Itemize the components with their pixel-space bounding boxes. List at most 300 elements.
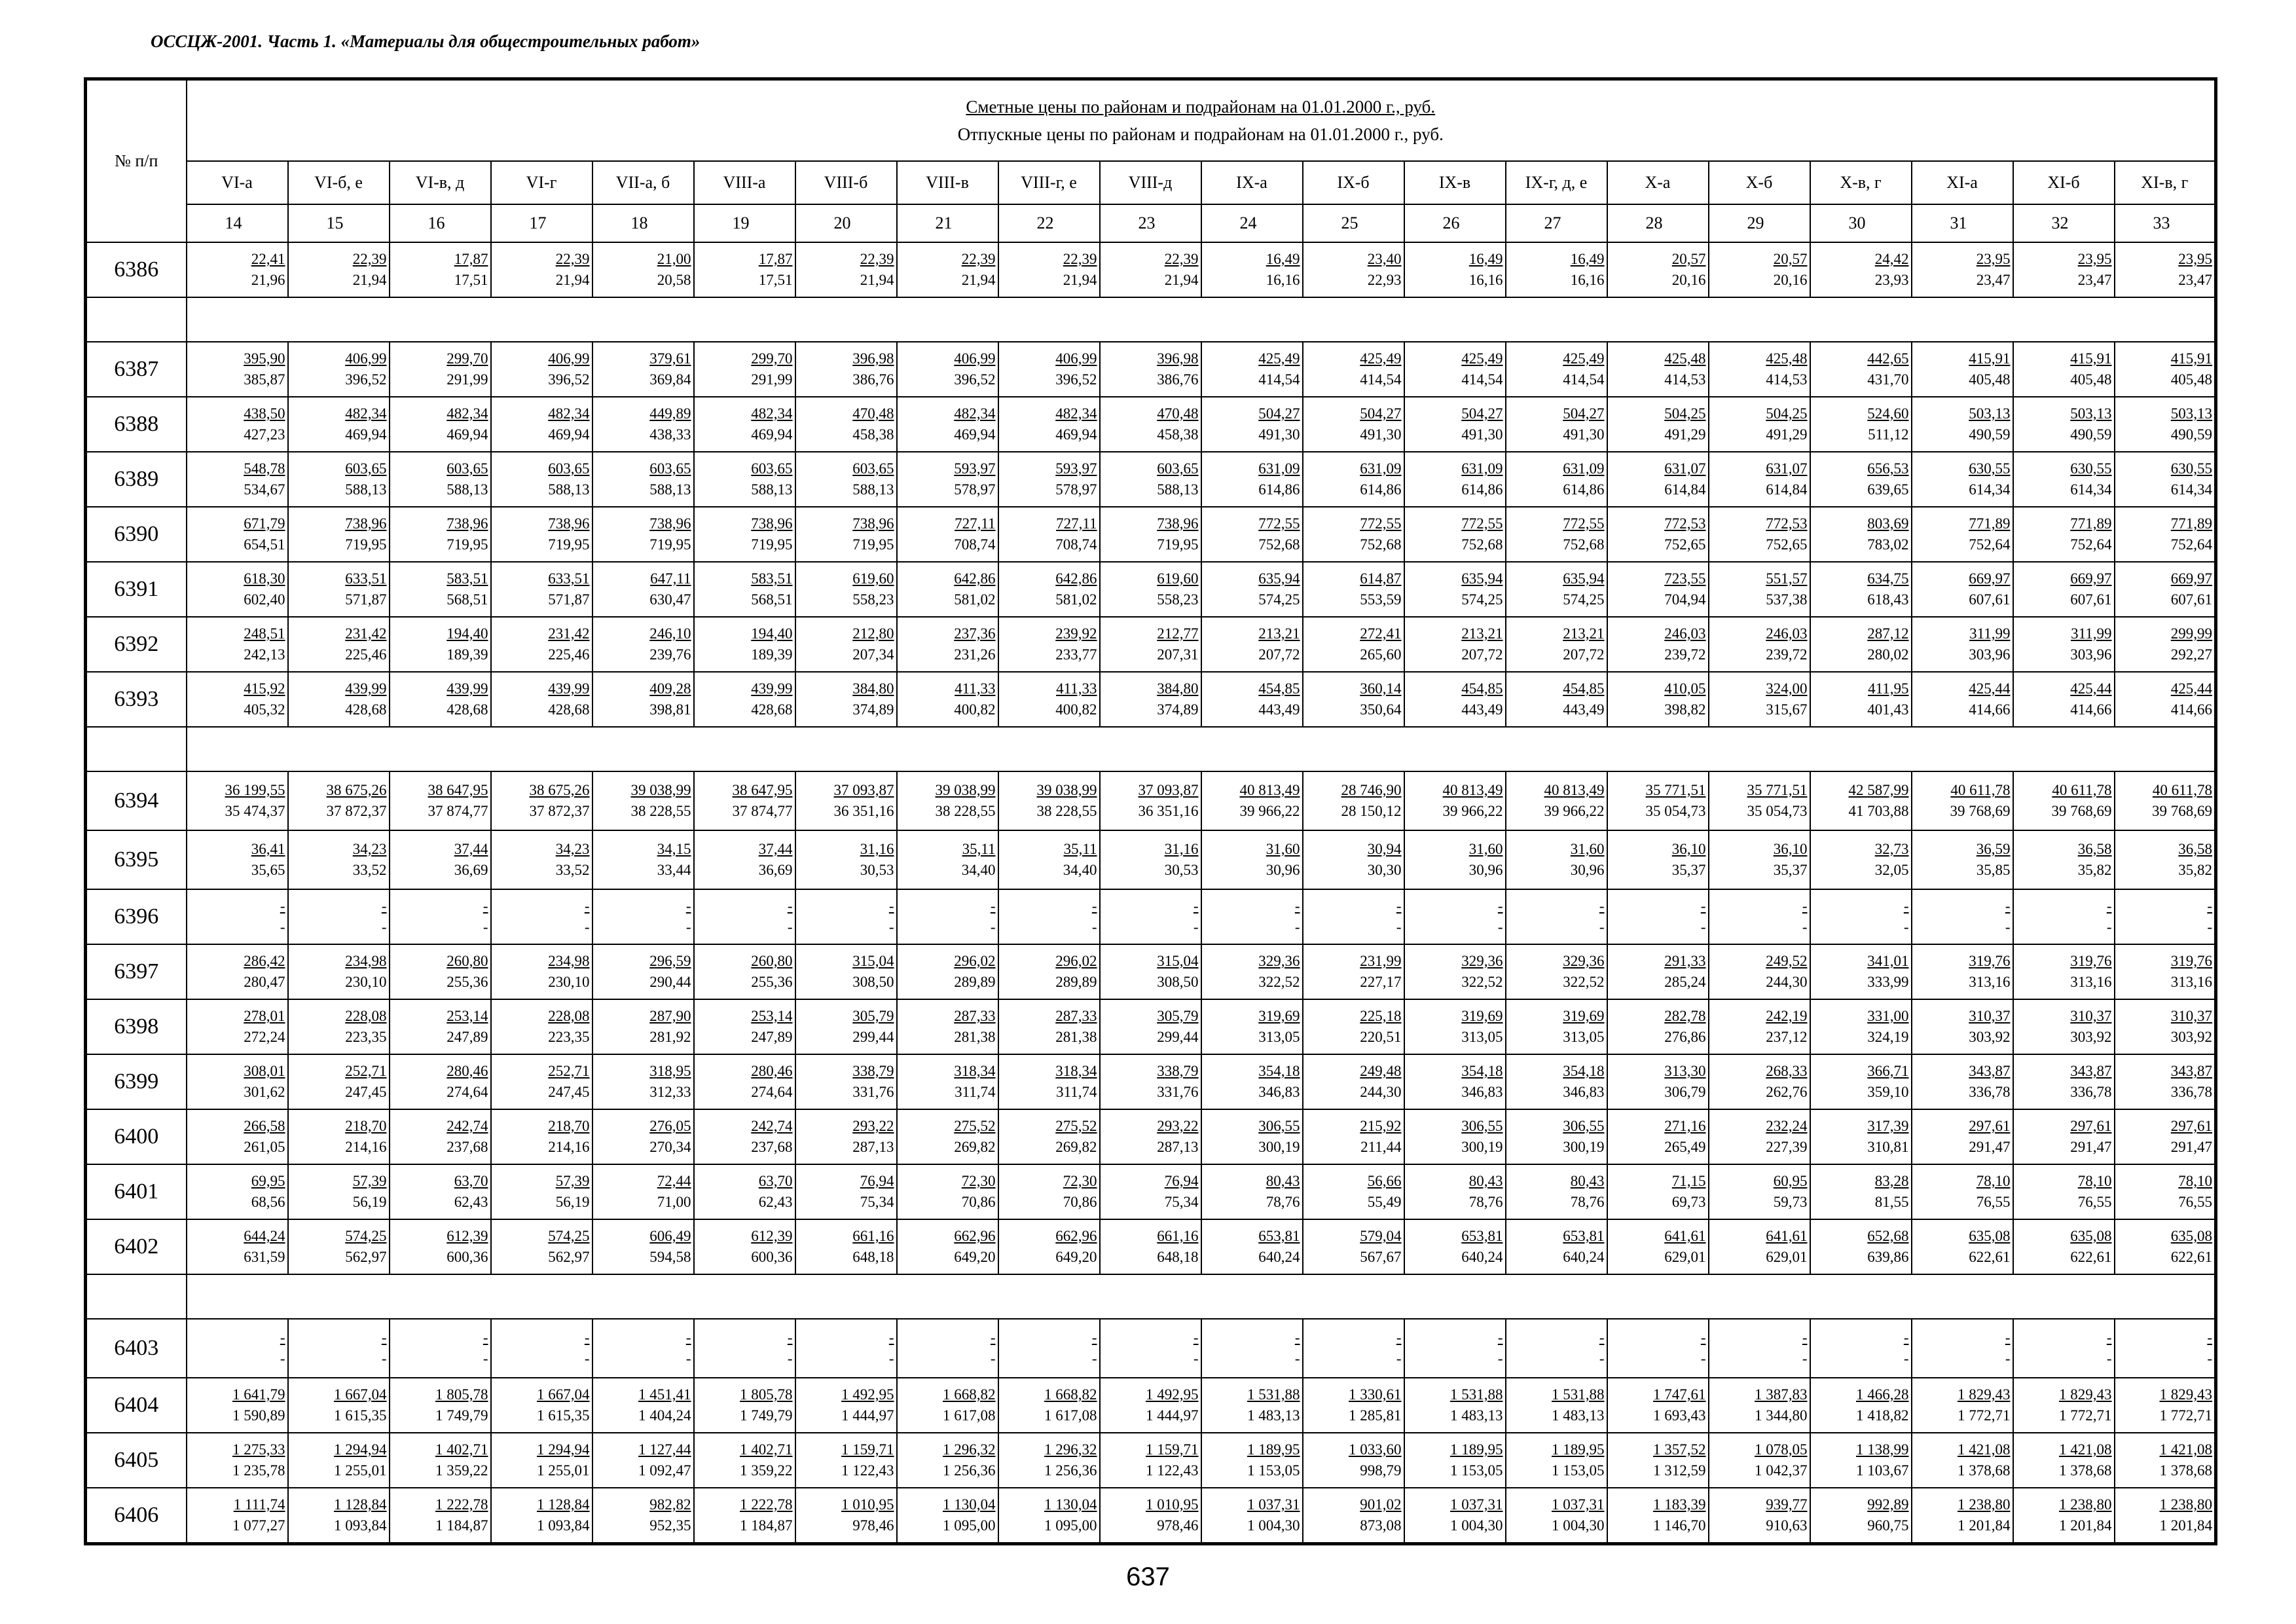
release-price: 313,16 bbox=[1969, 974, 2011, 990]
release-price: 35,82 bbox=[2178, 862, 2213, 878]
estimated-price: 384,80 bbox=[1157, 680, 1199, 697]
column-number: 19 bbox=[694, 204, 795, 242]
estimated-price: 579,04 bbox=[1360, 1228, 1402, 1244]
price-cell bbox=[288, 1378, 390, 1433]
release-price: - bbox=[990, 919, 996, 935]
release-price: 289,89 bbox=[954, 974, 996, 990]
price-cell bbox=[897, 1378, 998, 1433]
price-cell bbox=[694, 617, 795, 672]
price-cell bbox=[694, 342, 795, 397]
estimated-price: 612,39 bbox=[446, 1228, 488, 1244]
price-cell bbox=[897, 944, 998, 999]
estimated-price: 80,43 bbox=[1570, 1173, 1605, 1189]
estimated-price: 771,89 bbox=[1969, 515, 2011, 532]
row-number: 6390 bbox=[86, 507, 187, 562]
release-price: 752,68 bbox=[1563, 536, 1605, 553]
estimated-price: 1 747,61 bbox=[1653, 1386, 1706, 1403]
price-cell bbox=[1404, 562, 1506, 617]
price-cell bbox=[1912, 452, 2013, 507]
estimated-price: 1 829,43 bbox=[1958, 1386, 2011, 1403]
estimated-price: 237,36 bbox=[954, 625, 996, 642]
estimated-price: 1 238,80 bbox=[1958, 1496, 2011, 1513]
estimated-price: 305,79 bbox=[1157, 1008, 1199, 1024]
price-cell bbox=[795, 1319, 897, 1378]
estimated-price: 76,94 bbox=[1164, 1173, 1199, 1189]
estimated-price: 593,97 bbox=[954, 460, 996, 477]
estimated-price: 249,48 bbox=[1360, 1063, 1402, 1079]
price-cell bbox=[1607, 452, 1709, 507]
price-cell bbox=[288, 1109, 390, 1164]
release-price: 428,68 bbox=[345, 701, 387, 718]
price-cell bbox=[1303, 944, 1404, 999]
release-price: 81,55 bbox=[1874, 1194, 1909, 1210]
estimated-price: 38 647,95 bbox=[732, 782, 793, 798]
column-number: 26 bbox=[1404, 204, 1506, 242]
price-cell bbox=[1201, 771, 1303, 830]
price-cell bbox=[1810, 830, 1912, 889]
column-number: 30 bbox=[1810, 204, 1912, 242]
release-price: 62,43 bbox=[758, 1194, 793, 1210]
price-cell bbox=[390, 944, 491, 999]
release-price: - bbox=[2207, 1350, 2213, 1367]
release-price: 291,99 bbox=[751, 371, 793, 388]
release-price: 291,47 bbox=[2070, 1139, 2112, 1155]
estimated-price: 31,60 bbox=[1570, 841, 1605, 857]
release-price: 207,72 bbox=[1563, 646, 1605, 663]
release-price: 207,72 bbox=[1461, 646, 1503, 663]
price-cell bbox=[694, 1378, 795, 1433]
release-price: 35,37 bbox=[1773, 862, 1808, 878]
estimated-price: 1 159,71 bbox=[841, 1441, 894, 1458]
estimated-price: - bbox=[584, 898, 590, 914]
release-price: 1 444,97 bbox=[1146, 1407, 1199, 1424]
release-price: 1 235,78 bbox=[232, 1462, 285, 1479]
release-price: 398,82 bbox=[1664, 701, 1706, 718]
estimated-price: 653,81 bbox=[1258, 1228, 1300, 1244]
release-price: 752,65 bbox=[1664, 536, 1706, 553]
price-cell bbox=[897, 397, 998, 452]
price-cell bbox=[694, 889, 795, 944]
estimated-price: 631,07 bbox=[1664, 460, 1706, 477]
price-cell bbox=[998, 672, 1100, 727]
estimated-price: 1 238,80 bbox=[2159, 1496, 2213, 1513]
estimated-price: 338,79 bbox=[852, 1063, 894, 1079]
release-price: 303,92 bbox=[2070, 1029, 2112, 1045]
district-column-header: VIII-б bbox=[795, 161, 897, 204]
price-cell bbox=[1303, 1164, 1404, 1219]
estimated-price: 260,80 bbox=[446, 953, 488, 969]
estimated-price: 343,87 bbox=[1969, 1063, 2011, 1079]
price-cell bbox=[897, 342, 998, 397]
row-number: 6406 bbox=[86, 1488, 187, 1544]
price-cell bbox=[1709, 1054, 1810, 1109]
price-cell bbox=[694, 452, 795, 507]
release-price: 227,39 bbox=[1766, 1139, 1808, 1155]
release-price: 281,92 bbox=[649, 1029, 691, 1045]
estimated-price: 482,34 bbox=[446, 405, 488, 422]
price-cell bbox=[1404, 507, 1506, 562]
estimated-price: 354,18 bbox=[1258, 1063, 1300, 1079]
estimated-price: - bbox=[483, 1329, 488, 1346]
release-price: 414,54 bbox=[1360, 371, 1402, 388]
release-price: 614,34 bbox=[2070, 481, 2112, 498]
estimated-price: 1 294,94 bbox=[334, 1441, 387, 1458]
price-cell bbox=[1810, 944, 1912, 999]
estimated-price: 40 813,49 bbox=[1239, 782, 1300, 798]
release-price: 431,70 bbox=[1867, 371, 1909, 388]
row-number: 6397 bbox=[86, 944, 187, 999]
price-cell bbox=[390, 999, 491, 1054]
price-cell bbox=[1404, 999, 1506, 1054]
district-column-header: VI-г bbox=[491, 161, 592, 204]
estimated-price: 57,39 bbox=[555, 1173, 590, 1189]
estimated-price: 242,74 bbox=[751, 1118, 793, 1134]
estimated-price: 299,70 bbox=[751, 350, 793, 367]
estimated-price: 939,77 bbox=[1766, 1496, 1808, 1513]
district-column-header: IX-б bbox=[1303, 161, 1404, 204]
estimated-price: 343,87 bbox=[2070, 1063, 2112, 1079]
district-column-header: XI-а bbox=[1912, 161, 2013, 204]
price-cell bbox=[2115, 507, 2216, 562]
release-price: 59,73 bbox=[1773, 1194, 1808, 1210]
release-price: 469,94 bbox=[548, 426, 590, 443]
price-cell bbox=[288, 562, 390, 617]
price-cell bbox=[491, 1488, 592, 1544]
estimated-price: 631,09 bbox=[1461, 460, 1503, 477]
release-price: 600,36 bbox=[446, 1249, 488, 1265]
release-price: 960,75 bbox=[1867, 1517, 1909, 1534]
release-price: 71,00 bbox=[657, 1194, 691, 1210]
price-cell bbox=[795, 1378, 897, 1433]
release-price: 214,16 bbox=[345, 1139, 387, 1155]
estimated-price: 1 189,95 bbox=[1450, 1441, 1503, 1458]
release-price: 405,32 bbox=[244, 701, 285, 718]
release-price: 281,38 bbox=[954, 1029, 996, 1045]
release-price: 600,36 bbox=[751, 1249, 793, 1265]
price-cell bbox=[694, 1488, 795, 1544]
release-price: 36,69 bbox=[758, 862, 793, 878]
price-cell bbox=[1404, 889, 1506, 944]
price-cell bbox=[1810, 1433, 1912, 1488]
price-cell bbox=[795, 944, 897, 999]
release-price: 490,59 bbox=[2070, 426, 2112, 443]
estimated-price: 1 183,39 bbox=[1653, 1496, 1706, 1513]
release-price: 491,29 bbox=[1766, 426, 1808, 443]
estimated-price: 1 128,84 bbox=[537, 1496, 590, 1513]
estimated-price: 319,76 bbox=[1969, 953, 2011, 969]
estimated-price: 656,53 bbox=[1867, 460, 1909, 477]
price-table bbox=[84, 77, 2217, 1545]
release-price: - bbox=[2106, 1350, 2112, 1367]
release-price: 400,82 bbox=[954, 701, 996, 718]
price-cell bbox=[592, 342, 694, 397]
price-cell bbox=[1404, 1054, 1506, 1109]
price-cell bbox=[1201, 562, 1303, 617]
price-cell bbox=[694, 771, 795, 830]
release-price: 386,76 bbox=[852, 371, 894, 388]
price-cell bbox=[1506, 672, 1607, 727]
release-price: 336,78 bbox=[2170, 1084, 2213, 1100]
price-cell bbox=[1303, 1488, 1404, 1544]
release-price: 704,94 bbox=[1664, 591, 1706, 608]
price-cell bbox=[1912, 1054, 2013, 1109]
estimated-price: - bbox=[1599, 898, 1605, 914]
estimated-price: 80,43 bbox=[1266, 1173, 1300, 1189]
estimated-price: 634,75 bbox=[1867, 570, 1909, 587]
estimated-price: 20,57 bbox=[1671, 251, 1706, 267]
district-column-header: VIII-д bbox=[1100, 161, 1201, 204]
release-price: 873,08 bbox=[1360, 1517, 1402, 1534]
estimated-price: 42 587,99 bbox=[1848, 782, 1909, 798]
estimated-price: 76,94 bbox=[860, 1173, 894, 1189]
estimated-price: 276,05 bbox=[649, 1118, 691, 1134]
price-cell bbox=[1709, 342, 1810, 397]
release-price: 331,76 bbox=[852, 1084, 894, 1100]
price-cell bbox=[1709, 242, 1810, 297]
price-cell bbox=[592, 944, 694, 999]
row-number: 6399 bbox=[86, 1054, 187, 1109]
price-cell bbox=[1303, 999, 1404, 1054]
estimated-price: 1 402,71 bbox=[740, 1441, 793, 1458]
estimated-price: 603,65 bbox=[548, 460, 590, 477]
estimated-price: 1 668,82 bbox=[943, 1386, 996, 1403]
release-price: - bbox=[1700, 1350, 1706, 1367]
release-price: - bbox=[1497, 1350, 1503, 1367]
release-price: 752,64 bbox=[1969, 536, 2011, 553]
release-price: 21,94 bbox=[961, 272, 996, 288]
release-price: 78,76 bbox=[1266, 1194, 1300, 1210]
release-price: 308,50 bbox=[852, 974, 894, 990]
price-cell bbox=[187, 397, 288, 452]
estimated-price: 454,85 bbox=[1461, 680, 1503, 697]
price-cell bbox=[1201, 242, 1303, 297]
estimated-price: 603,65 bbox=[446, 460, 488, 477]
estimated-price: 35 771,51 bbox=[1747, 782, 1808, 798]
row-number: 6389 bbox=[86, 452, 187, 507]
estimated-price: 574,25 bbox=[345, 1228, 387, 1244]
price-cell bbox=[491, 1433, 592, 1488]
estimated-price: 619,60 bbox=[852, 570, 894, 587]
estimated-price: 630,55 bbox=[2070, 460, 2112, 477]
estimated-price: 395,90 bbox=[244, 350, 285, 367]
estimated-price: 35,11 bbox=[962, 841, 996, 857]
estimated-price: 287,90 bbox=[649, 1008, 691, 1024]
price-cell bbox=[795, 562, 897, 617]
price-cell bbox=[998, 617, 1100, 672]
release-price: 214,16 bbox=[548, 1139, 590, 1155]
price-cell bbox=[1607, 1488, 1709, 1544]
estimated-price: 631,09 bbox=[1360, 460, 1402, 477]
release-price: 640,24 bbox=[1461, 1249, 1503, 1265]
release-price: 571,87 bbox=[345, 591, 387, 608]
release-price: 265,49 bbox=[1664, 1139, 1706, 1155]
district-column-header: VI-в, д bbox=[390, 161, 491, 204]
release-price: 287,13 bbox=[1157, 1139, 1199, 1155]
estimated-price: 396,98 bbox=[1157, 350, 1199, 367]
release-price: 1 404,24 bbox=[638, 1407, 691, 1424]
estimated-price: 318,34 bbox=[1055, 1063, 1097, 1079]
estimated-price: 635,08 bbox=[2170, 1228, 2213, 1244]
estimated-price: 901,02 bbox=[1360, 1496, 1402, 1513]
release-price: 1 201,84 bbox=[2059, 1517, 2112, 1534]
release-price: 336,78 bbox=[1969, 1084, 2011, 1100]
column-number: 18 bbox=[592, 204, 694, 242]
estimated-price: 738,96 bbox=[751, 515, 793, 532]
estimated-price: 22,39 bbox=[961, 251, 996, 267]
estimated-price: 246,03 bbox=[1766, 625, 1808, 642]
release-price: 491,30 bbox=[1360, 426, 1402, 443]
release-price: 622,61 bbox=[2170, 1249, 2213, 1265]
release-price: 614,86 bbox=[1563, 481, 1605, 498]
estimated-price: 212,80 bbox=[852, 625, 894, 642]
estimated-price: 40 611,78 bbox=[2152, 782, 2213, 798]
estimated-price: 425,44 bbox=[2170, 680, 2213, 697]
row-number: 6402 bbox=[86, 1219, 187, 1274]
price-cell bbox=[1404, 397, 1506, 452]
price-cell bbox=[592, 1433, 694, 1488]
separator-cell bbox=[86, 297, 187, 342]
estimated-price: 299,99 bbox=[2170, 625, 2213, 642]
price-cell bbox=[1201, 830, 1303, 889]
estimated-price: 738,96 bbox=[548, 515, 590, 532]
estimated-price: 24,42 bbox=[1874, 251, 1909, 267]
estimated-price: 354,18 bbox=[1461, 1063, 1503, 1079]
release-price: 1 184,87 bbox=[740, 1517, 793, 1534]
release-price: 21,94 bbox=[1164, 272, 1199, 288]
release-price: 322,52 bbox=[1461, 974, 1503, 990]
release-price: 76,55 bbox=[2077, 1194, 2112, 1210]
price-cell bbox=[592, 1319, 694, 1378]
price-cell bbox=[1607, 562, 1709, 617]
estimated-price: 661,16 bbox=[1157, 1228, 1199, 1244]
estimated-price: - bbox=[1294, 898, 1300, 914]
estimated-price: 425,48 bbox=[1664, 350, 1706, 367]
release-price: 1 042,37 bbox=[1755, 1462, 1808, 1479]
estimated-price: 38 675,26 bbox=[326, 782, 387, 798]
price-cell bbox=[390, 242, 491, 297]
price-cell bbox=[390, 1319, 491, 1378]
estimated-price: 803,69 bbox=[1867, 515, 1909, 532]
price-cell bbox=[2013, 242, 2115, 297]
district-column-header: IX-в bbox=[1404, 161, 1506, 204]
estimated-price: 293,22 bbox=[852, 1118, 894, 1134]
price-cell bbox=[390, 452, 491, 507]
price-cell bbox=[694, 1164, 795, 1219]
estimated-price: 242,74 bbox=[446, 1118, 488, 1134]
estimated-price: 319,76 bbox=[2070, 953, 2112, 969]
price-cell bbox=[390, 889, 491, 944]
estimated-price: 293,22 bbox=[1157, 1118, 1199, 1134]
estimated-price: 482,34 bbox=[548, 405, 590, 422]
price-cell bbox=[694, 242, 795, 297]
estimated-price: 1 421,08 bbox=[1958, 1441, 2011, 1458]
release-price: 16,16 bbox=[1468, 272, 1503, 288]
release-price: 1 590,89 bbox=[232, 1407, 285, 1424]
estimated-price: - bbox=[888, 898, 894, 914]
estimated-price: 603,65 bbox=[345, 460, 387, 477]
release-price: 588,13 bbox=[852, 481, 894, 498]
separator-cell bbox=[187, 727, 2216, 771]
estimated-price: 21,00 bbox=[657, 251, 691, 267]
price-cell bbox=[1201, 397, 1303, 452]
district-column-header: VIII-а bbox=[694, 161, 795, 204]
estimated-price: 1 492,95 bbox=[1146, 1386, 1199, 1403]
estimated-price: 40 813,49 bbox=[1442, 782, 1503, 798]
release-price: 346,83 bbox=[1461, 1084, 1503, 1100]
release-price: 21,94 bbox=[352, 272, 387, 288]
release-price: 1 359,22 bbox=[435, 1462, 488, 1479]
estimated-price: 40 813,49 bbox=[1544, 782, 1605, 798]
release-price: 35,37 bbox=[1671, 862, 1706, 878]
release-price: 70,86 bbox=[1063, 1194, 1097, 1210]
release-price: 629,01 bbox=[1766, 1249, 1808, 1265]
release-price: 428,68 bbox=[446, 701, 488, 718]
estimated-price: 268,33 bbox=[1766, 1063, 1808, 1079]
release-price: 23,47 bbox=[2178, 272, 2213, 288]
price-cell bbox=[390, 562, 491, 617]
estimated-price: 280,46 bbox=[751, 1063, 793, 1079]
release-price: 21,96 bbox=[251, 272, 285, 288]
release-price: - bbox=[1802, 1350, 1808, 1367]
price-cell bbox=[1100, 999, 1201, 1054]
price-cell bbox=[592, 397, 694, 452]
price-cell bbox=[2013, 889, 2115, 944]
estimated-price: 63,70 bbox=[758, 1173, 793, 1189]
release-price: 272,24 bbox=[244, 1029, 285, 1045]
price-cell bbox=[2013, 1164, 2115, 1219]
estimated-price: 310,37 bbox=[2170, 1008, 2213, 1024]
release-price: 614,34 bbox=[2170, 481, 2213, 498]
release-price: 1 483,13 bbox=[1552, 1407, 1605, 1424]
price-cell bbox=[2115, 1319, 2216, 1378]
release-price: 574,25 bbox=[1563, 591, 1605, 608]
estimated-price: 771,89 bbox=[2070, 515, 2112, 532]
estimated-price: - bbox=[280, 1329, 285, 1346]
price-cell bbox=[1100, 342, 1201, 397]
estimated-price: - bbox=[1599, 1329, 1605, 1346]
release-price: 1 615,35 bbox=[334, 1407, 387, 1424]
table-row bbox=[86, 999, 2216, 1054]
release-price: - bbox=[1599, 1350, 1605, 1367]
price-cell bbox=[288, 452, 390, 507]
estimated-price: - bbox=[1700, 1329, 1706, 1346]
price-cell bbox=[390, 771, 491, 830]
release-price: 223,35 bbox=[345, 1029, 387, 1045]
release-price: 38 228,55 bbox=[1036, 803, 1097, 819]
estimated-price: 287,33 bbox=[1055, 1008, 1097, 1024]
district-column-header: VIII-г, е bbox=[998, 161, 1100, 204]
estimated-price: 297,61 bbox=[2170, 1118, 2213, 1134]
price-cell bbox=[1506, 242, 1607, 297]
price-cell bbox=[1201, 1319, 1303, 1378]
price-cell bbox=[1303, 1109, 1404, 1164]
table-row bbox=[86, 617, 2216, 672]
release-price: 1 095,00 bbox=[943, 1517, 996, 1534]
price-cell bbox=[694, 830, 795, 889]
release-price: - bbox=[1294, 1350, 1300, 1367]
release-price: 16,16 bbox=[1570, 272, 1605, 288]
price-cell bbox=[1912, 1488, 2013, 1544]
price-cell bbox=[1912, 617, 2013, 672]
estimated-price: 37 093,87 bbox=[833, 782, 894, 798]
release-price: 292,27 bbox=[2170, 646, 2213, 663]
release-price: - bbox=[2005, 919, 2011, 935]
release-price: 639,86 bbox=[1867, 1249, 1909, 1265]
price-cell bbox=[1303, 771, 1404, 830]
release-price: 443,49 bbox=[1461, 701, 1503, 718]
release-price: 438,33 bbox=[649, 426, 691, 443]
price-cell bbox=[795, 617, 897, 672]
